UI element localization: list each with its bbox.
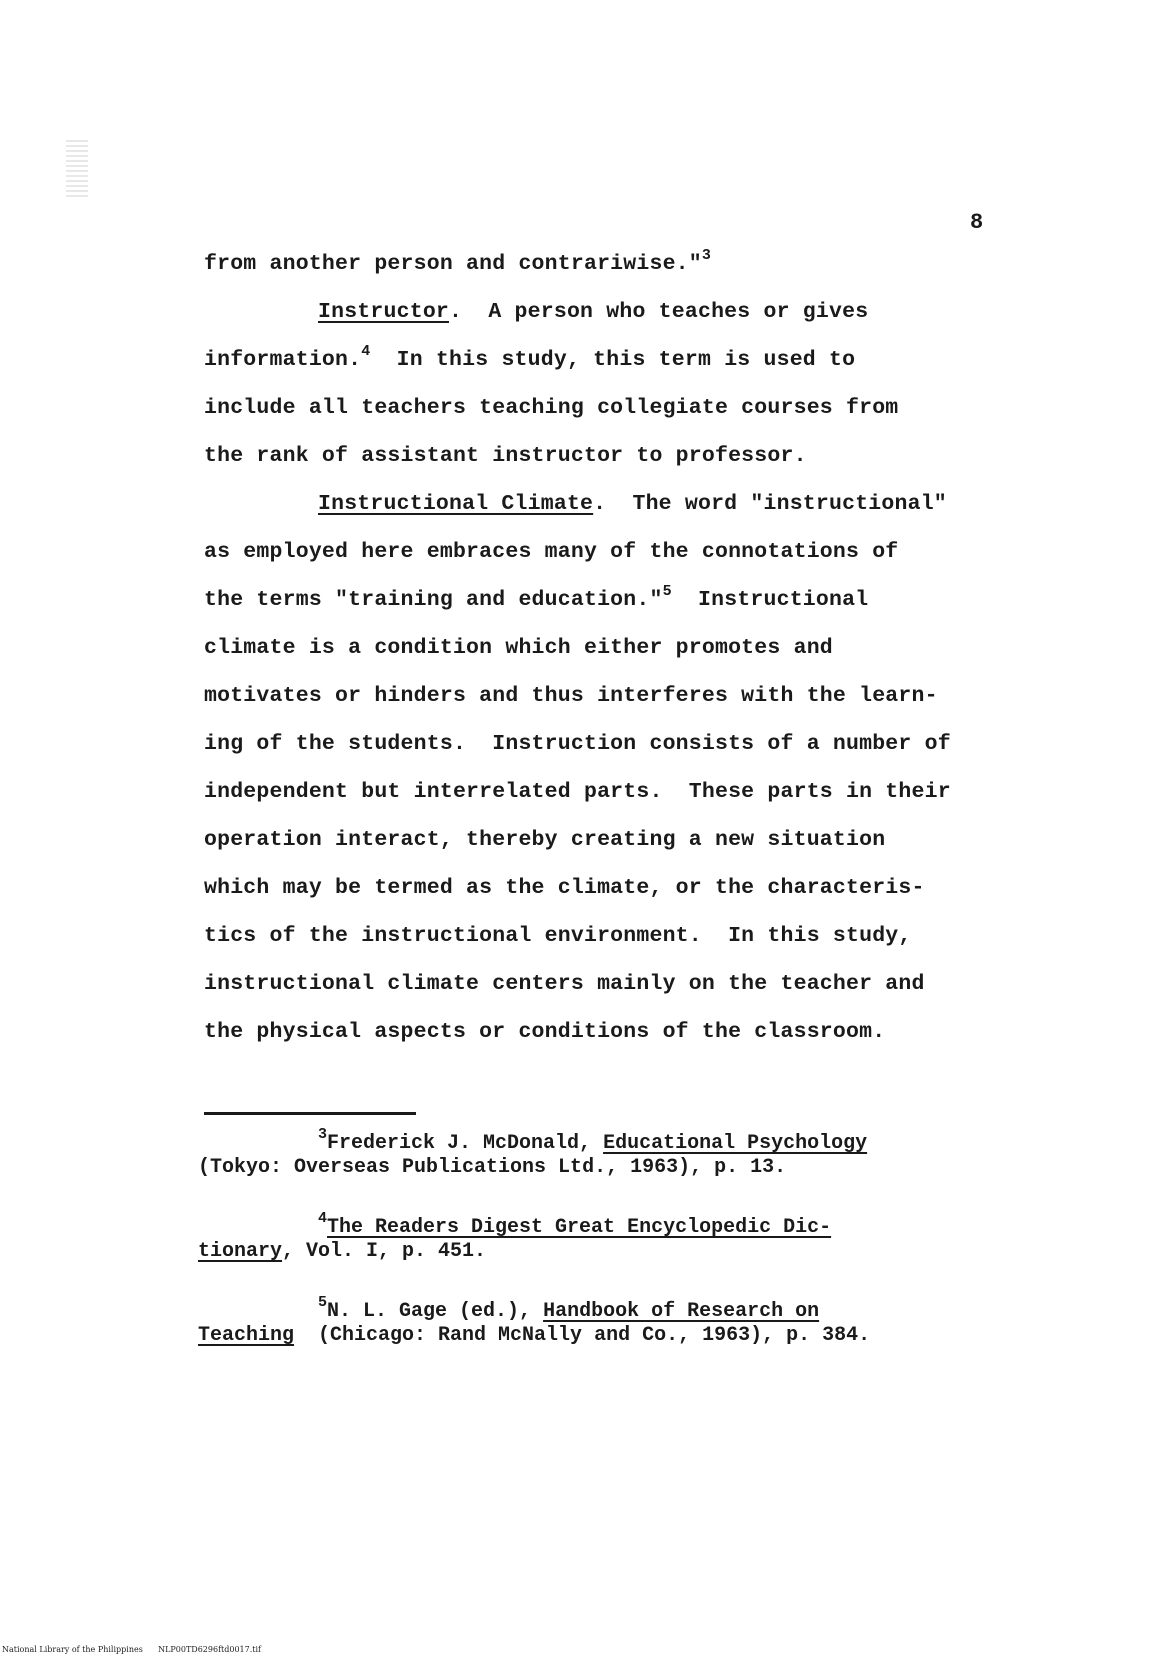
page-number: 8 xyxy=(970,210,984,235)
body-line-7: as employed here embraces many of the connotations of xyxy=(204,540,899,564)
body-text: In this study, this term is used to xyxy=(370,348,856,372)
term-instructor: Instructor xyxy=(318,300,450,324)
body-line-16: instructional climate centers mainly on the teacher and xyxy=(204,972,925,996)
footnote-number: 4 xyxy=(318,1210,328,1227)
body-line-10: motivates or hinders and thus interferes with the learn- xyxy=(204,684,938,708)
footnote-number: 3 xyxy=(318,1126,328,1143)
footnote-title: Handbook of Research on xyxy=(543,1300,820,1323)
footnote-ref-3: 3 xyxy=(701,247,712,264)
body-line-2 xyxy=(318,300,868,324)
body-line-3 xyxy=(204,343,856,372)
body-text: information. xyxy=(204,348,362,372)
body-line-8 xyxy=(204,583,869,612)
body-text: from another person and contrariwise." xyxy=(204,252,702,276)
body-line-9: climate is a condition which either promotes and xyxy=(204,636,833,660)
footnote-4-line-2 xyxy=(198,1240,486,1263)
body-line-6 xyxy=(318,492,947,516)
footnote-ref-4: 4 xyxy=(361,343,371,360)
footnote-4-line-1 xyxy=(318,1210,832,1239)
footnote-text: , Vol. I, p. 451. xyxy=(282,1240,487,1263)
body-line-17: the physical aspects or conditions of the classroom. xyxy=(204,1020,886,1044)
footnote-title: The Readers Digest Great Encyclopedic Dic- xyxy=(327,1216,832,1239)
footnote-text: (Chicago: Rand McNally and Co., 1963), p. 384. xyxy=(294,1324,871,1347)
body-line-4: include all teachers teaching collegiate courses from xyxy=(204,396,899,420)
body-line-15: tics of the instructional environment. In this study, xyxy=(204,924,912,948)
footnote-text: N. L. Gage (ed.), xyxy=(327,1300,544,1323)
footnote-title: Teaching xyxy=(198,1324,295,1347)
footnote-title: tionary xyxy=(198,1240,283,1263)
body-text: Instructional xyxy=(671,588,869,612)
footnote-number: 5 xyxy=(318,1294,328,1311)
footnote-3-line-2: (Tokyo: Overseas Publications Ltd., 1963), p. 13. xyxy=(198,1156,787,1179)
footnote-divider xyxy=(204,1112,416,1115)
body-line-1 xyxy=(204,247,712,276)
body-line-13: operation interact, thereby creating a new situation xyxy=(204,828,886,852)
footnote-title: Educational Psychology xyxy=(603,1132,868,1155)
scan-artifact xyxy=(66,140,88,200)
term-instructional-climate: Instructional Climate xyxy=(318,492,594,516)
body-line-12: independent but interrelated parts. These parts in their xyxy=(204,780,951,804)
body-line-11: ing of the students. Instruction consists of a number of xyxy=(204,732,951,756)
body-line-14: which may be termed as the climate, or the characteris- xyxy=(204,876,925,900)
footnote-3-line-1 xyxy=(318,1126,868,1155)
footnote-5-line-1 xyxy=(318,1294,820,1323)
body-text: . The word "instructional" xyxy=(593,492,947,516)
body-text: . A person who teaches or gives xyxy=(449,300,869,324)
scan-footer xyxy=(2,1645,261,1654)
body-line-5: the rank of assistant instructor to professor. xyxy=(204,444,807,468)
footnote-text: Frederick J. McDonald, xyxy=(327,1132,604,1155)
footer-library: National Library of the Philippines xyxy=(2,1645,143,1654)
body-text: the terms "training and education." xyxy=(204,588,663,612)
footnote-5-line-2 xyxy=(198,1324,870,1347)
footer-file-id: NLP00TD6296ftd0017.tif xyxy=(158,1645,262,1654)
footnote-ref-5: 5 xyxy=(662,583,672,600)
